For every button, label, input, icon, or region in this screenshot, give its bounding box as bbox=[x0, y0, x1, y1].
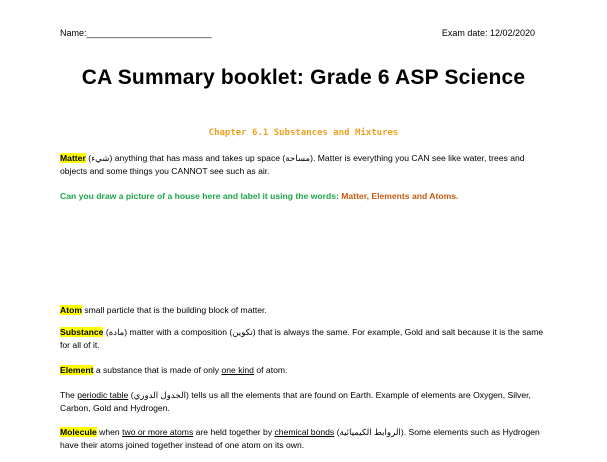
matter-definition bbox=[60, 152, 550, 178]
substance-text-1: matter with a composition bbox=[127, 327, 230, 337]
atom-definition bbox=[60, 304, 550, 317]
periodic-text-1: The bbox=[60, 390, 78, 400]
periodic-underlined: periodic table bbox=[77, 390, 129, 400]
page-title: CA Summary booklet: Grade 6 ASP Science bbox=[81, 66, 526, 89]
periodic-text-2: tells us all the elements that are found on Earth. Example of elements are Oxygen, Silver, Carbon, Gold and Hydrogen. bbox=[60, 390, 531, 413]
matter-text-1: anything that has mass and takes up space bbox=[112, 153, 283, 163]
substance-term: Substance bbox=[60, 327, 104, 337]
molecule-text-1: when bbox=[96, 427, 123, 437]
element-definition bbox=[60, 364, 550, 377]
molecule-text-3: . Some elements such as Hydrogen have their atoms joined together instead of one atom on its own. bbox=[60, 427, 540, 450]
periodic-arabic: (الجدول الدوري) bbox=[130, 390, 189, 400]
element-underlined: one kind bbox=[221, 365, 254, 375]
name-field-label: Name:_________________________ bbox=[60, 28, 212, 38]
molecule-term: Molecule bbox=[60, 427, 97, 437]
matter-term: Matter bbox=[60, 153, 86, 163]
chapter-heading: Chapter 6.1 Substances and Mixtures bbox=[208, 128, 399, 138]
molecule-underlined-1: two or more atoms bbox=[122, 427, 194, 437]
atom-text: small particle that is the building block of matter. bbox=[81, 305, 267, 315]
matter-arabic: (شيء) bbox=[88, 153, 113, 163]
molecule-definition bbox=[60, 426, 550, 452]
substance-arabic: (مادة) bbox=[105, 327, 128, 337]
matter-arabic-2: (مساحة) bbox=[282, 153, 313, 163]
substance-arabic-2: (تكوين) bbox=[229, 327, 256, 337]
task-words: Matter, Elements and Atoms. bbox=[341, 191, 459, 201]
element-text-1: a substance that is made of only bbox=[93, 365, 222, 375]
periodic-table-definition bbox=[60, 389, 550, 415]
task-text: Can you draw a picture of a house here and label it using the words: bbox=[60, 191, 342, 201]
substance-text-2: that is always the same. For example, Gold and salt because it is the same for all of it. bbox=[60, 327, 544, 350]
matter-text-2: . Matter is everything you CAN see like water, trees and objects and some things you CANNOT see such as air. bbox=[60, 153, 525, 176]
atom-term: Atom bbox=[60, 305, 82, 315]
molecule-underlined-2: chemical bonds bbox=[274, 427, 335, 437]
element-term: Element bbox=[60, 365, 94, 375]
exam-date: Exam date: 12/02/2020 bbox=[441, 28, 535, 38]
drawing-task bbox=[60, 190, 550, 203]
molecule-text-2: are held together by bbox=[193, 427, 275, 437]
substance-definition bbox=[60, 326, 550, 352]
molecule-arabic: (الروابط الكيميائية) bbox=[336, 427, 404, 437]
element-text-2: of atom. bbox=[253, 365, 288, 375]
